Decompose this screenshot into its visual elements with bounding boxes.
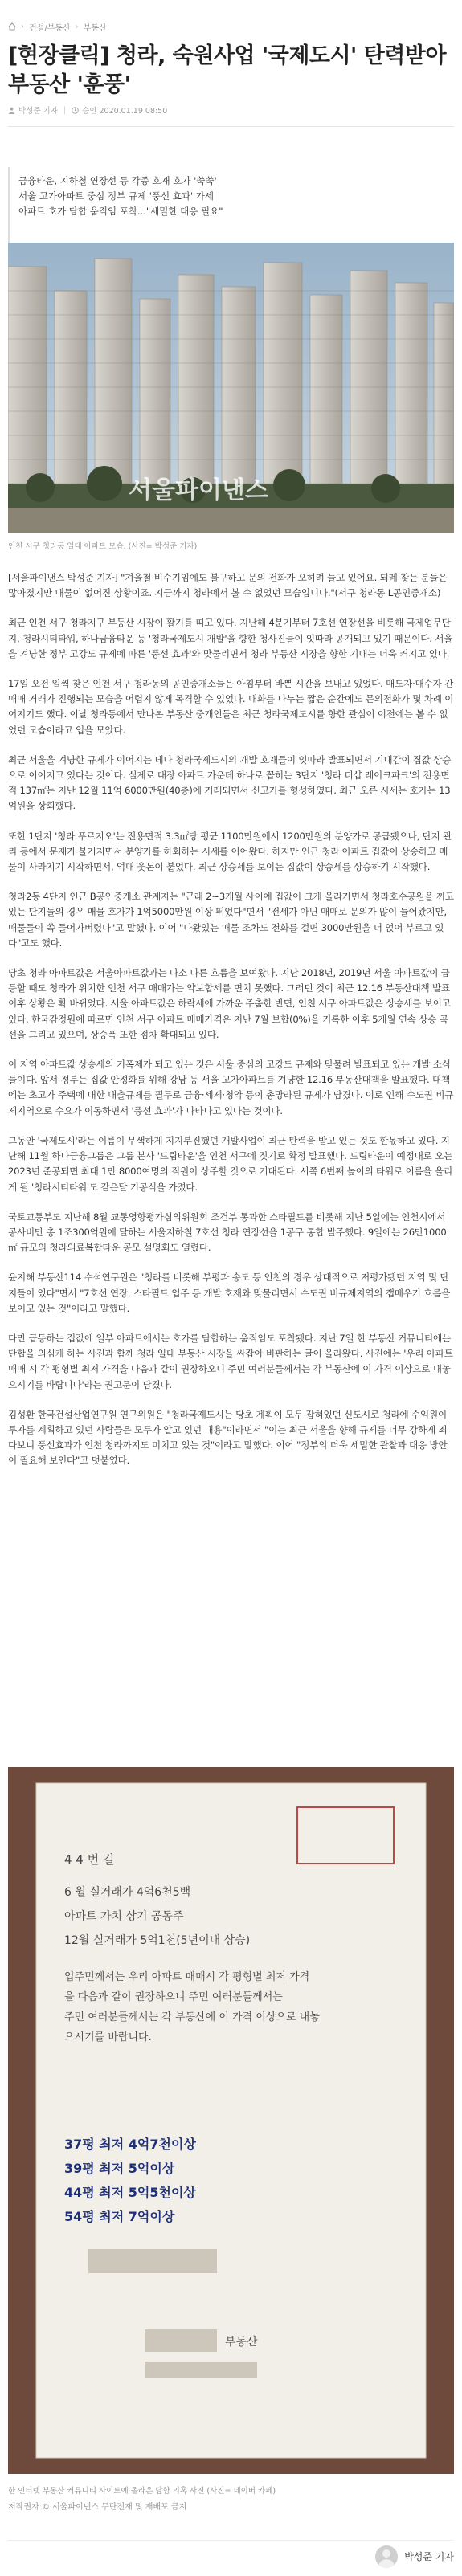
summary-line: 아파트 호가 담합 움직임 포착..."세밀한 대응 필요" bbox=[18, 206, 223, 217]
notice-line: 을 다음과 같이 권장하오니 주민 여러분들께서는 bbox=[64, 1991, 283, 2003]
article-summary bbox=[8, 167, 454, 254]
body-paragraph: 최근 인천 서구 청라지구 부동산 시장이 활기를 띠고 있다. 지난해 4분기부터 7호선 연장선을 비롯해 국제업무단지, 청라시티타워, 하나금융타운 등 '청라국제도시 개발'을 향한 청사진들이 잇따라 공개되고 있기 때문이다. 서울을 겨냥한 정부 고강도 규제에 따른 '풍선 효과'와 맞물리면서 청라 부동산 시장을 향한 기대는 더욱 커지고 있다. bbox=[8, 617, 453, 659]
meta-separator: | bbox=[63, 105, 67, 115]
article-title: [현장클릭] 청라, 숙원사업 '국제도시' 탄력받아 부동산 '훈풍' bbox=[8, 43, 447, 97]
price-line: 54평 최저 7억이상 bbox=[64, 2209, 175, 2224]
apartment-photo bbox=[8, 243, 454, 533]
body-paragraph: 청라2동 4단지 인근 B공인중개소 관계자는 "근래 2~3개월 사이에 집값이 크게 올라가면서 청라호수공원을 끼고 있는 단지들의 경우 매물 호가가 1억5000만원 이상 뛰었다"면서 "전세가 아닌 매매로 문의가 많이 들어왔지만, 매물들이 쏙 들어가버렸다"고 말했다. 이어 "나왔있는 매물 조차도 전화를 걸면 3000만원을 더 얹어 부르고 있다"고도 했다. bbox=[8, 891, 454, 949]
blurred-block bbox=[145, 2329, 217, 2352]
body-paragraph: 또한 1단지 '청라 푸르지오'는 전용면적 3.3㎡당 평균 1100만원에서 1200만원의 분양가로 공급됐으나, 단지 관리 등에서 문제가 불거지면서 분양가를 하회하는 시세를 이어왔다. 하지만 인근 청라 아파트 집값이 상승하고 매물이 사라지기 시작하면서, 억대 웃돈이 붙었다. 최근 상승세를 보이는 집값이 상승세를 상승하기 시작했다. bbox=[8, 830, 452, 873]
clock-icon bbox=[72, 107, 79, 114]
article-body bbox=[8, 570, 454, 1484]
notice-photo bbox=[8, 1767, 454, 2474]
notice-line: 4 4 번 길 bbox=[64, 1852, 115, 1867]
breadcrumb-item-realestate[interactable]: 부동산 bbox=[83, 23, 107, 33]
body-paragraph: 그동안 '국제도시'라는 이름이 무색하게 지지부진했던 개발사업이 최근 탄력을 받고 있는 것도 한몫하고 있다. 지난해 11월 하나금융그룹은 그룹 본사 '드림타운'을 인천 서구에 짓기로 확정 발표했다. 드림타운이 예정대로 오는 2023년 준공되면 최대 1만 8000여명의 직원이 상주할 것으로 기대된다. 서쪽 6번째 높이의 타워로 이름을 올리게 될 '청라시티타워'도 같은달 기공식을 가졌다. bbox=[8, 1134, 453, 1193]
breadcrumb-separator: › bbox=[75, 22, 79, 31]
article-meta bbox=[8, 104, 454, 116]
notice-line: 주민 여러분들께서는 각 부동산에 이 가격 이상으로 내놓 bbox=[64, 2011, 320, 2023]
photo-caption: 한 인터넷 부동산 커뮤니티 사이트에 올라온 담합 의혹 사진 (사진= 네이버 카페) bbox=[8, 2487, 276, 2496]
body-paragraph: 김성환 한국건설산업연구원 연구위원은 "청라국제도시는 당초 계획이 모두 잡혀있던 신도시로 청라에 수익원이 투자를 계획하고 있던 사람들은 모두가 알고 있던 내용"이라면서 "이는 최근 서울을 향해 규제를 너무 강하게 죄다보니 풍선효과가 인천 청라까지도 미치고 있는 것"이라고 말했다. 이어 "정부의 더욱 세밀한 관찰과 대응 방안이 필요해 보인다"고 덧붙였다. bbox=[8, 1408, 448, 1467]
body-paragraph: [서울파이낸스 박성준 기자] "겨울철 비수기임에도 불구하고 문의 전화가 오히려 늘고 있어요. 되레 찾는 분들은 많아졌지만 매물이 없어진 상황이죠. 지금까지 청라에서 볼 수 없었던 모습입니다."(서구 청라동 L공인중개소) bbox=[8, 572, 448, 599]
reporter-info bbox=[8, 104, 58, 116]
body-paragraph: 17일 오전 일찍 찾은 인천 서구 청라동의 공인중개소들은 아침부터 바쁜 시간을 보내고 있었다. 매도자·매수자 간 매매 거래가 진행되는 모습을 어렵지 않게 목격할 수 있었다. 대화를 나누는 짧은 순간에도 문의전화가 몇 차례 이어지기도 했다. 이날 청라동에서 만나본 부동산 중개인들은 최근 청라국제도시를 향한 관심이 이전에는 볼 수 없었던 모습이라고 입을 모았다. bbox=[8, 678, 454, 736]
notice-line: 으시기를 바랍니다. bbox=[64, 2031, 152, 2043]
breadcrumb bbox=[8, 21, 107, 32]
reporter-byline bbox=[8, 2540, 454, 2569]
home-icon[interactable] bbox=[8, 22, 16, 31]
notice-line: 12월 실거래가 5억1천(5년이내 상승) bbox=[64, 1934, 251, 1947]
notice-line: 입주민께서는 우리 아파트 매매시 각 평형별 최저 가격 bbox=[64, 1971, 310, 1983]
notice-line: 6 월 실거래가 4억6천5백 bbox=[64, 1886, 191, 1899]
body-paragraph: 이 지역 아파트값 상승세의 기폭제가 되고 있는 것은 서울 중심의 고강도 규제와 맞물려 발표되고 있는 개발 소식들이다. 앞서 정부는 집값 안정화를 위해 강남 등 서울 고가아파트를 겨냥한 12.16 부동산대책을 발표했다. 대책에는 초고가 주택에 대한 대출규제를 필두로 금융·세제·청약 등이 총망라된 규제가 담겼다. 이로 인해 수도권 비규제지역으로 수요가 이동하면서 '풍선 효과'가 나타나고 있다는 것이다. bbox=[8, 1059, 454, 1117]
blurred-block bbox=[145, 2362, 257, 2378]
notice-line: 아파트 가치 상기 공동주 bbox=[64, 1910, 184, 1923]
photo-caption: 인천 서구 청라동 일대 아파트 모습. (사진= 박성준 기자) bbox=[8, 542, 198, 551]
body-paragraph: 다만 급등하는 집값에 일부 아파트에서는 호가를 담합하는 움직임도 포착됐다. 지난 7일 한 부동산 커뮤니티에는 단합을 의심케 하는 사진과 함께 청라 일대 부동산 시장을 싸잡아 비판하는 글이 올라왔다. 사진에는 '우리 아파트 매매 시 각 평형별 최저 가격을 다음과 같이 권장하오니 주민 여러분들께서는 각 부동산에 이 가격 이상으로 내놓으시기를 바랍니다'라는 권고문이 담겼다. bbox=[8, 1332, 453, 1390]
byline-name[interactable]: 박성준 기자 bbox=[404, 2551, 454, 2562]
article-photo-apartments[interactable] bbox=[8, 243, 454, 533]
notice-footer: 부동산 bbox=[225, 2336, 258, 2349]
avatar[interactable] bbox=[375, 2545, 398, 2568]
reporter-name[interactable]: 박성준 기자 bbox=[18, 107, 58, 116]
photo-watermark: 서울파이낸스 bbox=[129, 476, 268, 504]
copyright-notice: 저작권자 © 서울파이낸스 무단전재 및 재배포 금지 bbox=[8, 2503, 187, 2512]
price-line: 44평 최저 5억5천이상 bbox=[64, 2185, 196, 2200]
blurred-block bbox=[88, 2249, 217, 2273]
body-paragraph: 윤지해 부동산114 수석연구원은 "청라를 비롯해 부평과 송도 등 인천의 경우 상대적으로 저평가됐던 지역 및 단지들이 있다"면서 "7호선 연장, 스타필드 입주 등 개발 호재와 맞물리면서 수도권 비규제지역의 갭메우기 흐름을 보이고 있는 것"이라고 말했다. bbox=[8, 1272, 451, 1314]
body-paragraph: 최근 서울을 겨냥한 규제가 이어지는 데다 청라국제도시의 개발 호재들이 잇따라 발표되면서 기대감이 집값 상승으로 이어지고 있다는 것이다. 실제로 대장 아파트 가운데 하나로 꼽히는 3단지 '청라 더샵 레이크파크'의 전용면적 137㎡는 지난 12월 11억 6000만원(40층)에 거래되면서 신고가를 형성하였다. 최근 오른 시세는 호가는 13억원을 상회했다. bbox=[8, 753, 452, 812]
breadcrumb-item-construction[interactable]: 건설/부동산 bbox=[29, 23, 71, 33]
breadcrumb-separator: › bbox=[21, 22, 24, 31]
user-icon bbox=[8, 107, 15, 114]
body-paragraph: 국토교통부도 지난해 8월 교통영향평가심의위원회 조건부 통과한 스타필드를 비롯해 지난 5일에는 인천시에서 공사비만 총 1조300억원에 달하는 서울지하철 7호선 청라 연장선을 1공구 통합 발주했다. 9일에는 26만1000㎡ 규모의 청라의료복합타운 공모 설명회도 열렸다. bbox=[8, 1210, 447, 1254]
title-divider bbox=[8, 126, 454, 127]
price-line: 39평 최저 5억이상 bbox=[64, 2161, 175, 2176]
summary-line: 서울 고가아파트 중심 정부 규제 '풍선 효과' 가세 bbox=[18, 190, 214, 202]
publish-date: 승인 2020.01.19 08:50 bbox=[82, 107, 168, 116]
price-line: 37평 최저 4억7천이상 bbox=[64, 2137, 196, 2152]
body-paragraph: 당초 청라 아파트값은 서울아파트값과는 다소 다른 흐름을 보여왔다. 지난 2018년, 2019년 서울 아파트값이 급등할 때도 청라가 위치한 인천 서구 매매가는 약보합세를 면치 못했다. 그러던 것이 최근 12.16 부동산대책 발표 이후 상황은 확 바뀌었다. 서울 아파트값은 하락세에 가까운 주춤한 반면, 인천 서구 아파트값은 상승세를 보이고 있다. 한국감정원에 따르면 인천 서구 아파트 매매가격은 지난 7월 보합(0%)을 기록한 이후 5개월 연속 상승 곡선을 그리고 있으며, 상승폭 또한 점차 확대되고 있다. bbox=[8, 967, 451, 1040]
summary-line: 금융타운, 지하철 연장선 등 각종 호재 호가 '쑥쑥' bbox=[18, 175, 217, 186]
publish-info bbox=[72, 104, 167, 116]
article-photo-notice[interactable] bbox=[8, 1767, 454, 2474]
